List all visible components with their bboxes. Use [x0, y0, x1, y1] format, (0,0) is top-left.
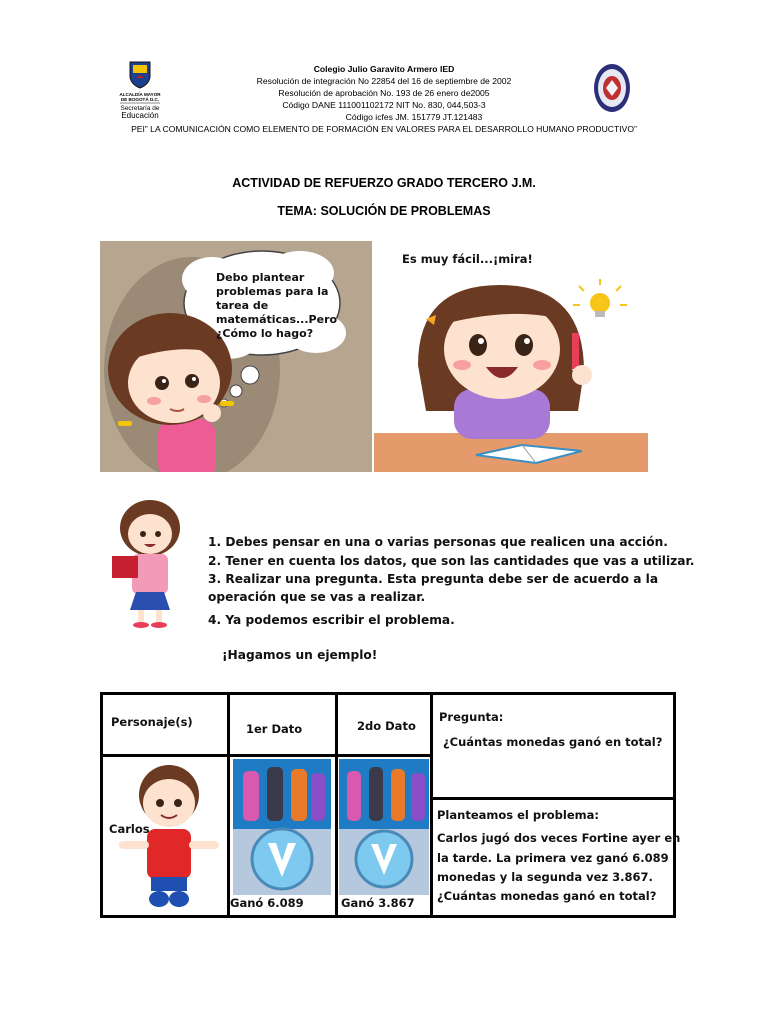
header-first-data: 1er Dato: [246, 722, 303, 736]
red-book: [112, 556, 138, 578]
character-name: Carlos: [109, 822, 150, 836]
icfes-code: Código icfes JM. 151779 JT.121483: [345, 112, 483, 122]
logo-left-line: DE BOGOTÁ D.C.: [120, 97, 160, 102]
school-name: Colegio Julio Garavito Armero IED: [313, 64, 455, 74]
vbucks-coin-icon: [356, 831, 412, 887]
integration-resolution: Resolución de integración No 22854 del 16 de septiembre de 2002: [256, 76, 512, 86]
fortnite-vbucks-image-1: [233, 759, 331, 895]
problem-line: Carlos jugó dos veces Fortine ayer en: [437, 831, 681, 845]
thought-line: matemáticas...Pero: [216, 313, 338, 326]
logo-left-line: Educación: [121, 111, 159, 120]
thought-line: problemas para la: [216, 285, 329, 298]
problem-line: monedas y la segunda vez 3.867.: [437, 870, 653, 884]
happy-girl-panel: [374, 241, 648, 472]
second-data-value: Ganó 3.867: [341, 896, 415, 910]
topic-title: TEMA: SOLUCIÓN DE PROBLEMAS: [277, 204, 491, 218]
thinking-girl-panel: [100, 241, 372, 472]
problem-line: la tarde. La primera vez ganó 6.089: [437, 851, 669, 865]
approval-resolution: Resolución de aprobación No. 193 de 26 enero de2005: [278, 88, 490, 98]
question-text: ¿Cuántas monedas ganó en total?: [443, 735, 663, 749]
vbucks-coin-icon: [252, 829, 312, 889]
problem-title: Planteamos el problema:: [437, 808, 599, 822]
header-question: Pregunta:: [439, 710, 504, 724]
logo-left-line: Secretaría de: [120, 105, 160, 112]
thought-line: tarea de: [216, 299, 269, 312]
fortnite-vbucks-image-2: [339, 759, 429, 895]
thought-line: Debo plantear: [216, 271, 305, 284]
carlos-boy-illustration: [113, 761, 221, 911]
header-second-data: 2do Dato: [357, 719, 416, 733]
example-heading: ¡Hagamos un ejemplo!: [222, 648, 378, 662]
pei-motto: PEI” LA COMUNICACIÓN COMO ELEMENTO DE FORMACIÓN EN VALORES PARA EL DESARROLLO HUMANO PRODUCTIVO”: [131, 124, 637, 134]
thought-text: [216, 271, 337, 341]
light-bulb-icon: [573, 279, 627, 317]
step-1: 1. Debes pensar en una o varias personas que realicen una acción.: [208, 535, 668, 549]
thought-line: ¿Cómo lo hago?: [216, 327, 314, 340]
activity-title: ACTIVIDAD DE REFUERZO GRADO TERCERO J.M.: [232, 176, 536, 190]
logo-left-line: ALCALDÍA MAYOR: [119, 92, 161, 97]
first-data-value: Ganó 6.089: [230, 896, 304, 910]
example-table: [100, 692, 681, 918]
step-3: 3. Realizar una pregunta. Esta pregunta debe ser de acuerdo a la: [208, 572, 659, 586]
happy-girl: [418, 285, 584, 439]
step-2: 2. Tener en cuenta los datos, que son las cantidades que vas a utilizar.: [208, 554, 695, 568]
header-character: Personaje(s): [111, 715, 193, 729]
problem-line: ¿Cuántas monedas ganó en total?: [437, 889, 657, 903]
step-3-continued: operación que se vas a realizar.: [208, 590, 426, 604]
step-4: 4. Ya podemos escribir el problema.: [208, 613, 455, 627]
dane-code: Código DANE 111001102172 NIT No. 830, 044,503-3: [282, 100, 486, 110]
reading-girl-illustration: [108, 496, 192, 630]
speech-text: Es muy fácil...¡mira!: [402, 252, 533, 266]
